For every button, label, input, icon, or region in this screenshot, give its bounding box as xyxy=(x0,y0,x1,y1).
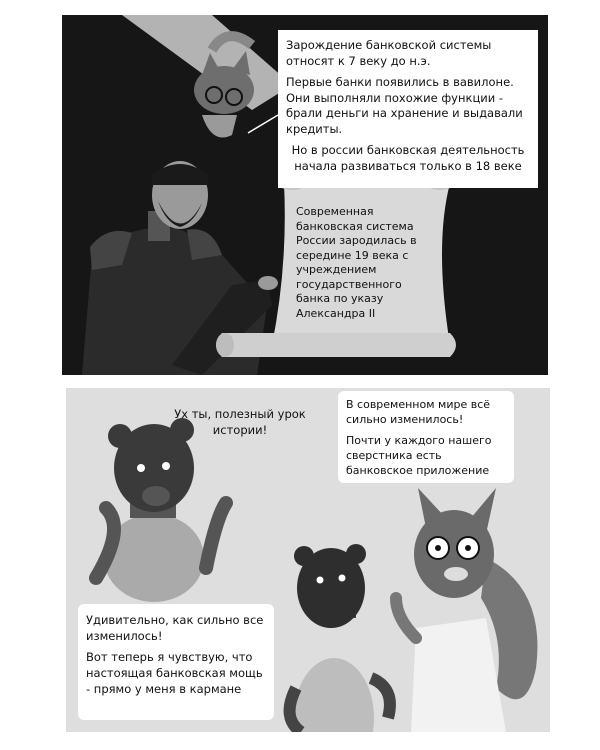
squirrel-speech-1: В современном мире всё сильно изменилось! xyxy=(346,398,491,426)
history-text-3: Но в россии банковская деятельность начала развиваться только в 18 веке xyxy=(291,143,525,173)
bear-reply-1: Удивительно, как сильно все изменилось! xyxy=(86,613,264,643)
bear-shrugging xyxy=(96,418,226,602)
bear-reply-2: Вот теперь я чувствую, что настоящая банковская мощь - прямо у меня в кармане xyxy=(86,650,263,696)
history-caption-box xyxy=(278,30,538,188)
squirrel-speech-bubble xyxy=(338,391,514,483)
scroll-text: Современная банковская система России зародилась в середине 19 века с учреждением государственного банка по указу Александра II xyxy=(296,205,417,320)
bear-reply-bubble xyxy=(78,604,274,720)
history-text-2: Первые банки появились в вавилоне. Они выполняли похожие функции - брали деньги на хранение и выдавали кредиты. xyxy=(286,75,523,136)
history-text-1: Зарождение банковской системы относят к 7 веку до н.э. xyxy=(286,38,492,68)
bear-speech-text: Ух ты, полезный урок истории! xyxy=(174,407,306,437)
squirrel-speech-2: Почти у каждого нашего сверстника есть банковское приложение xyxy=(346,434,492,477)
squirrel-with-glasses xyxy=(396,488,537,732)
bear-listening xyxy=(290,544,390,732)
